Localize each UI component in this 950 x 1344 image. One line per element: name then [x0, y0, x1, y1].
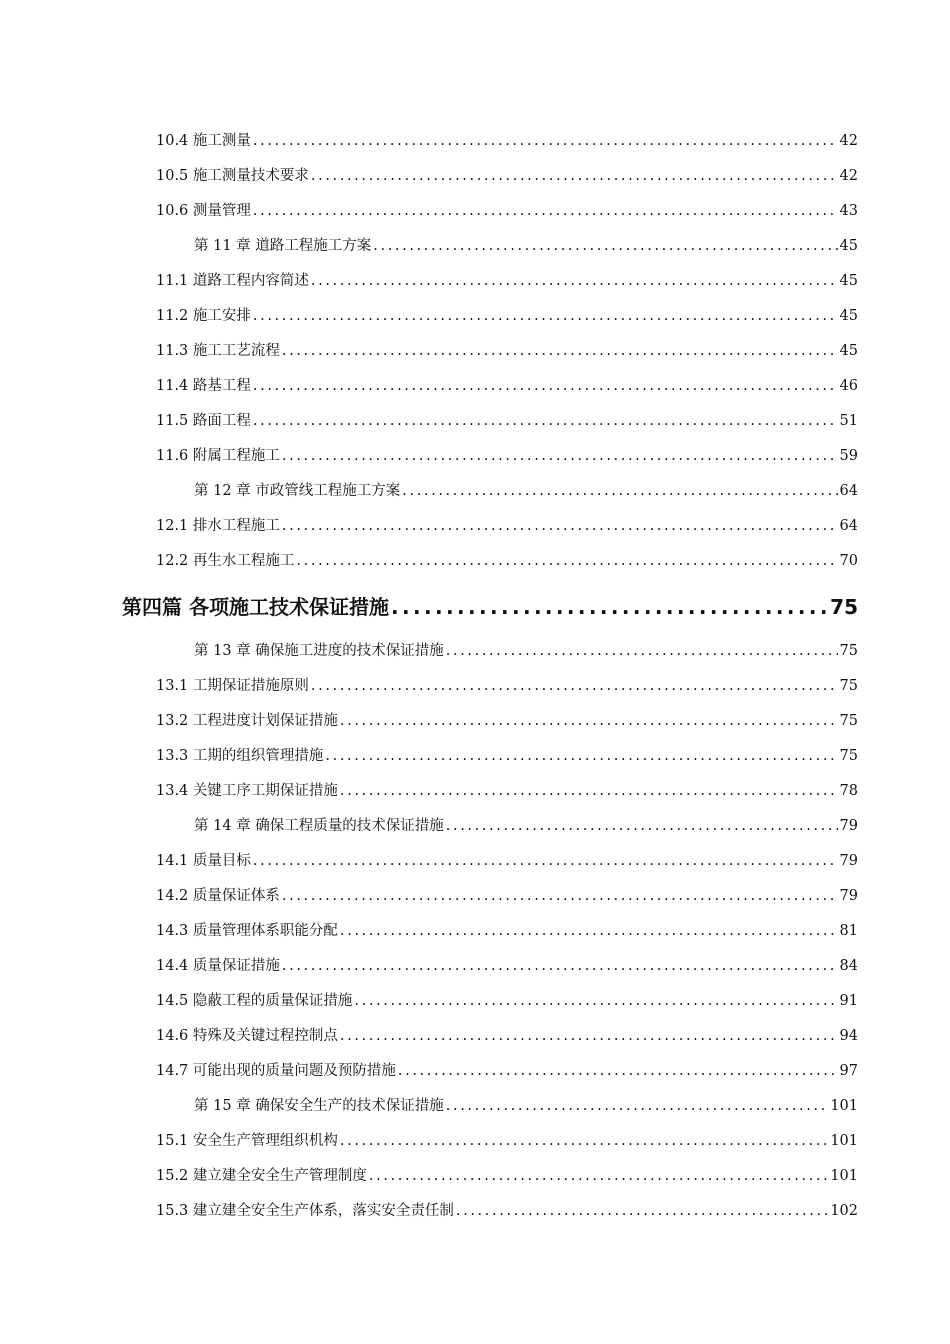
dot-leader: [282, 516, 838, 536]
toc-entry-label: 12.2 再生水工程施工: [156, 553, 295, 569]
toc-page-number: 64: [839, 483, 858, 499]
dot-leader: [340, 711, 838, 731]
toc-entry[interactable]: [156, 166, 858, 186]
toc-entry-label: 14.6 特殊及关键过程控制点: [156, 1028, 338, 1044]
toc-entry[interactable]: [156, 271, 858, 291]
toc-page-number: 75: [839, 713, 858, 729]
toc-entry-label: 11.3 施工工艺流程: [156, 343, 280, 359]
toc-entry-label: 10.4 施工测量: [156, 133, 251, 149]
toc-chapter-entry[interactable]: [194, 481, 858, 501]
toc-chapter-entry[interactable]: [194, 816, 858, 836]
toc-page-number: 75: [839, 643, 858, 659]
dot-leader: [311, 271, 838, 291]
dot-leader: [446, 816, 838, 836]
toc-page-number: 51: [839, 413, 858, 429]
toc-entry[interactable]: [156, 921, 858, 941]
toc-entry-label: 14.3 质量管理体系职能分配: [156, 923, 338, 939]
dot-leader: [253, 201, 838, 221]
toc-page-number: 78: [839, 783, 858, 799]
toc-entry[interactable]: [156, 1166, 858, 1186]
toc-entry[interactable]: [156, 551, 858, 571]
toc-page-number: 42: [839, 168, 858, 184]
toc-entry[interactable]: [156, 851, 858, 871]
toc-page-number: 94: [839, 1028, 858, 1044]
toc-page-number: 45: [839, 273, 858, 289]
dot-leader: [282, 446, 838, 466]
toc-page-number: 91: [839, 993, 858, 1009]
toc-page-number: 97: [839, 1063, 858, 1079]
toc-entry-label: 第 11 章 道路工程施工方案: [194, 238, 372, 254]
toc-entry-label: 第 12 章 市政管线工程施工方案: [194, 483, 401, 499]
toc-entry[interactable]: [156, 956, 858, 976]
dot-leader: [446, 1096, 829, 1116]
toc-entry[interactable]: [156, 446, 858, 466]
toc-page-number: 70: [839, 553, 858, 569]
toc-entry-label: 第 14 章 确保工程质量的技术保证措施: [194, 818, 444, 834]
dot-leader: [391, 594, 828, 620]
toc-page-number: 59: [839, 448, 858, 464]
toc-page-number: 45: [839, 238, 858, 254]
toc-entry-label: 第 15 章 确保安全生产的技术保证措施: [194, 1098, 444, 1114]
toc-entry-label: 14.7 可能出现的质量问题及预防措施: [156, 1063, 396, 1079]
toc-page-number: 42: [839, 133, 858, 149]
toc-entry[interactable]: [156, 991, 858, 1011]
dot-leader: [311, 676, 838, 696]
toc-entry-label: 14.4 质量保证措施: [156, 958, 280, 974]
dot-leader: [340, 781, 838, 801]
dot-leader: [325, 746, 837, 766]
toc-entry[interactable]: [156, 886, 858, 906]
toc-entry[interactable]: [156, 516, 858, 536]
toc-page-number: 84: [839, 958, 858, 974]
toc-entry[interactable]: [156, 306, 858, 326]
toc-entry-label: 14.1 质量目标: [156, 853, 251, 869]
dot-leader: [282, 956, 838, 976]
toc-entry[interactable]: [156, 781, 858, 801]
dot-leader: [340, 1131, 828, 1151]
dot-leader: [253, 131, 838, 151]
toc-entry-label: 14.2 质量保证体系: [156, 888, 280, 904]
toc-entry[interactable]: [156, 1131, 858, 1151]
toc-entry[interactable]: [156, 746, 858, 766]
toc-entry[interactable]: [156, 1026, 858, 1046]
dot-leader: [354, 991, 837, 1011]
toc-page-number: 64: [839, 518, 858, 534]
toc-page-number: 46: [839, 378, 858, 394]
dot-leader: [402, 481, 837, 501]
toc-entry-label: 11.4 路基工程: [156, 378, 251, 394]
dot-leader: [282, 341, 838, 361]
toc-entry-label: 13.3 工期的组织管理措施: [156, 748, 324, 764]
toc-page-number: 75: [830, 595, 858, 619]
toc-page-number: 75: [839, 748, 858, 764]
toc-page-number: 43: [839, 203, 858, 219]
toc-page-number: 45: [839, 308, 858, 324]
toc-page-number: 101: [830, 1133, 858, 1149]
toc-page-number: 101: [830, 1168, 858, 1184]
dot-leader: [456, 1201, 828, 1221]
dot-leader: [253, 411, 838, 431]
toc-entry[interactable]: [156, 131, 858, 151]
dot-leader: [369, 1166, 828, 1186]
toc-page-number: 81: [839, 923, 858, 939]
toc-page-number: 45: [839, 343, 858, 359]
toc-page-number: 75: [839, 678, 858, 694]
toc-page-number: 101: [830, 1098, 858, 1114]
toc-entry-label: 14.5 隐蔽工程的质量保证措施: [156, 993, 353, 1009]
toc-entry[interactable]: [156, 1061, 858, 1081]
toc-chapter-entry[interactable]: [194, 1096, 858, 1116]
dot-leader: [253, 851, 838, 871]
toc-chapter-entry[interactable]: [194, 641, 858, 661]
dot-leader: [282, 886, 838, 906]
toc-entry-label: 15.2 建立建全安全生产管理制度: [156, 1168, 367, 1184]
dot-leader: [253, 306, 838, 326]
toc-entry[interactable]: [156, 1201, 858, 1221]
toc-entry-label: 10.6 测量管理: [156, 203, 251, 219]
toc-entry-label: 第四篇 各项施工技术保证措施: [122, 595, 389, 619]
toc-part-entry[interactable]: [122, 594, 858, 620]
toc-entry[interactable]: [156, 376, 858, 396]
toc-entry[interactable]: [156, 676, 858, 696]
toc-page-number: 79: [839, 818, 858, 834]
toc-entry-label: 11.1 道路工程内容简述: [156, 273, 309, 289]
dot-leader: [253, 376, 838, 396]
toc-entry-label: 13.4 关键工序工期保证措施: [156, 783, 338, 799]
toc-page-number: 102: [830, 1203, 858, 1219]
toc-entry-label: 11.5 路面工程: [156, 413, 251, 429]
toc-page-number: 79: [839, 888, 858, 904]
dot-leader: [311, 166, 838, 186]
dot-leader: [398, 1061, 838, 1081]
toc-entry-label: 12.1 排水工程施工: [156, 518, 280, 534]
toc-entry-label: 11.2 施工安排: [156, 308, 251, 324]
toc-entry[interactable]: [156, 201, 858, 221]
toc-entry-label: 第 13 章 确保施工进度的技术保证措施: [194, 643, 444, 659]
toc-page-number: 79: [839, 853, 858, 869]
dot-leader: [446, 641, 838, 661]
toc-entry-label: 13.1 工期保证措施原则: [156, 678, 309, 694]
toc-entry[interactable]: [156, 341, 858, 361]
dot-leader: [296, 551, 837, 571]
dot-leader: [340, 1026, 838, 1046]
toc-entry-label: 13.2 工程进度计划保证措施: [156, 713, 338, 729]
dot-leader: [340, 921, 838, 941]
toc-entry-label: 15.1 安全生产管理组织机构: [156, 1133, 338, 1149]
toc-entry-label: 11.6 附属工程施工: [156, 448, 280, 464]
toc-entry-label: 15.3 建立建全安全生产体系，落实安全责任制: [156, 1203, 454, 1219]
toc-entry[interactable]: [156, 411, 858, 431]
dot-leader: [373, 236, 837, 256]
toc-entry-label: 10.5 施工测量技术要求: [156, 168, 309, 184]
toc-entry[interactable]: [156, 711, 858, 731]
toc-chapter-entry[interactable]: [194, 236, 858, 256]
